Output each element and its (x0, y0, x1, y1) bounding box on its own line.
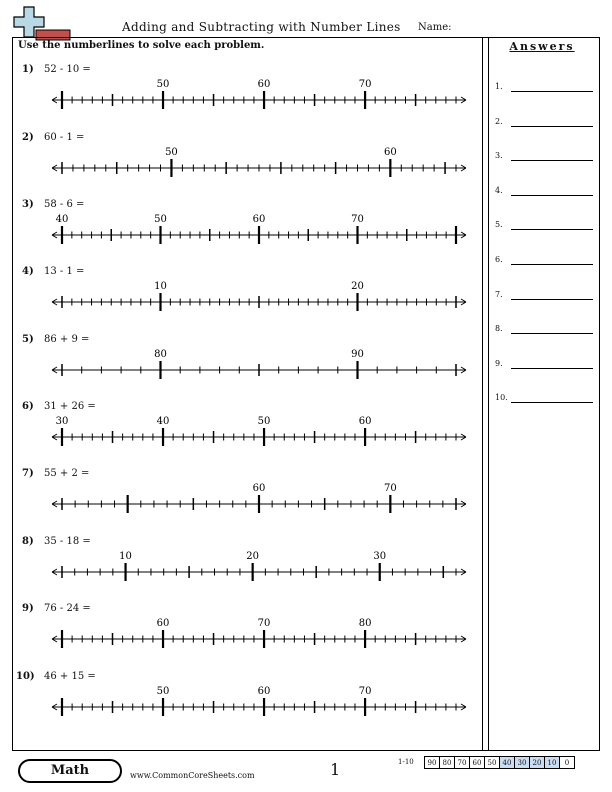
page-number: 1 (330, 760, 341, 779)
score-range-label: 1-10 (398, 758, 414, 766)
problem-number: 3) (22, 199, 34, 210)
number-line (44, 274, 474, 314)
number-line (44, 679, 474, 719)
number-line (44, 72, 474, 112)
problem-number: 5) (22, 334, 34, 345)
column-divider (482, 37, 483, 751)
tick-label: 60 (257, 79, 271, 90)
problem-expression: 46 + 15 = (44, 671, 96, 682)
tick-label: 20 (246, 551, 260, 562)
problem-expression: 58 - 6 = (44, 199, 85, 210)
tick-label: 50 (165, 147, 178, 158)
answer-input-line[interactable] (511, 368, 593, 369)
number-line (44, 544, 474, 584)
answers-title: Answers (509, 40, 575, 53)
footer-url: www.CommonCoreSheets.com (130, 771, 255, 780)
problem-expression: 60 - 1 = (44, 132, 85, 143)
tick-label: 20 (351, 281, 364, 292)
tick-label: 40 (156, 416, 170, 427)
problem-number: 9) (22, 603, 34, 614)
answer-input-line[interactable] (511, 91, 593, 92)
tick-label: 50 (154, 214, 167, 225)
answer-input-line[interactable] (511, 264, 593, 265)
score-cell: 30 (515, 757, 530, 769)
tick-label: 50 (156, 686, 170, 697)
tick-label: 50 (257, 416, 271, 427)
tick-label: 70 (358, 686, 372, 697)
score-cell: 70 (455, 757, 470, 769)
tick-label: 80 (358, 618, 372, 629)
problem-number: 10) (16, 671, 35, 682)
tick-label: 60 (257, 686, 271, 697)
answer-label: 1. (495, 82, 503, 91)
score-cell: 10 (545, 757, 560, 769)
score-cell: 40 (500, 757, 515, 769)
number-line (44, 409, 474, 449)
tick-label: 70 (358, 79, 372, 90)
answer-input-line[interactable] (511, 402, 593, 403)
tick-label: 40 (55, 214, 69, 225)
answer-label: 9. (495, 358, 503, 368)
problem-expression: 35 - 18 = (44, 536, 91, 547)
problem-number: 6) (22, 401, 34, 412)
problem-expression: 52 - 10 = (44, 64, 91, 75)
answer-input-line[interactable] (511, 160, 593, 161)
tick-label: 60 (383, 147, 397, 158)
answer-label: 7. (495, 289, 503, 299)
problem-number: 2) (22, 132, 34, 143)
answer-label: 6. (495, 255, 503, 264)
score-table (424, 756, 575, 769)
tick-label: 10 (154, 281, 167, 292)
answer-input-line[interactable] (511, 195, 593, 196)
name-label: Name: (418, 22, 452, 33)
problem-number: 4) (22, 266, 34, 277)
tick-label: 70 (351, 214, 364, 225)
problem-expression: 76 - 24 = (44, 603, 91, 614)
answer-label: 4. (495, 185, 503, 195)
answer-label: 10. (495, 393, 508, 403)
tick-label: 60 (252, 214, 266, 225)
tick-label: 30 (55, 416, 69, 427)
tick-label: 50 (156, 79, 170, 90)
answer-input-line[interactable] (511, 126, 593, 127)
problem-expression: 86 + 9 = (44, 334, 90, 345)
tick-label: 80 (154, 349, 167, 360)
answer-input-line[interactable] (511, 333, 593, 334)
tick-label: 10 (119, 551, 132, 562)
answer-label: 2. (495, 116, 503, 126)
tick-label: 60 (156, 618, 170, 629)
problem-number: 7) (22, 468, 34, 479)
tick-label: 60 (252, 483, 266, 494)
number-line (44, 342, 474, 382)
number-line (44, 476, 474, 516)
score-cell: 0 (560, 757, 575, 769)
problem-expression: 31 + 26 = (44, 401, 96, 412)
problem-expression: 13 - 1 = (44, 266, 85, 277)
score-cell: 50 (485, 757, 500, 769)
tick-label: 70 (257, 618, 271, 629)
number-line (44, 611, 474, 651)
answer-label: 8. (495, 324, 503, 334)
number-line (44, 207, 474, 247)
column-divider (488, 37, 489, 751)
problem-number: 8) (22, 536, 34, 547)
answer-label: 3. (495, 151, 503, 161)
math-badge: Math (18, 759, 122, 783)
tick-label: 90 (351, 349, 364, 360)
score-cell: 20 (530, 757, 545, 769)
page-title: Adding and Subtracting with Number Lines (122, 20, 401, 34)
score-cell: 90 (425, 757, 440, 769)
tick-label: 60 (358, 416, 372, 427)
score-cell: 80 (440, 757, 455, 769)
tick-label: 70 (383, 483, 397, 494)
answer-input-line[interactable] (511, 229, 593, 230)
problem-expression: 55 + 2 = (44, 468, 90, 479)
problem-number: 1) (22, 64, 34, 75)
answer-input-line[interactable] (511, 299, 593, 300)
answer-label: 5. (495, 220, 503, 230)
tick-label: 30 (373, 551, 387, 562)
score-cell: 60 (470, 757, 485, 769)
instructions: Use the numberlines to solve each problem. (18, 40, 265, 51)
number-line (44, 140, 474, 180)
